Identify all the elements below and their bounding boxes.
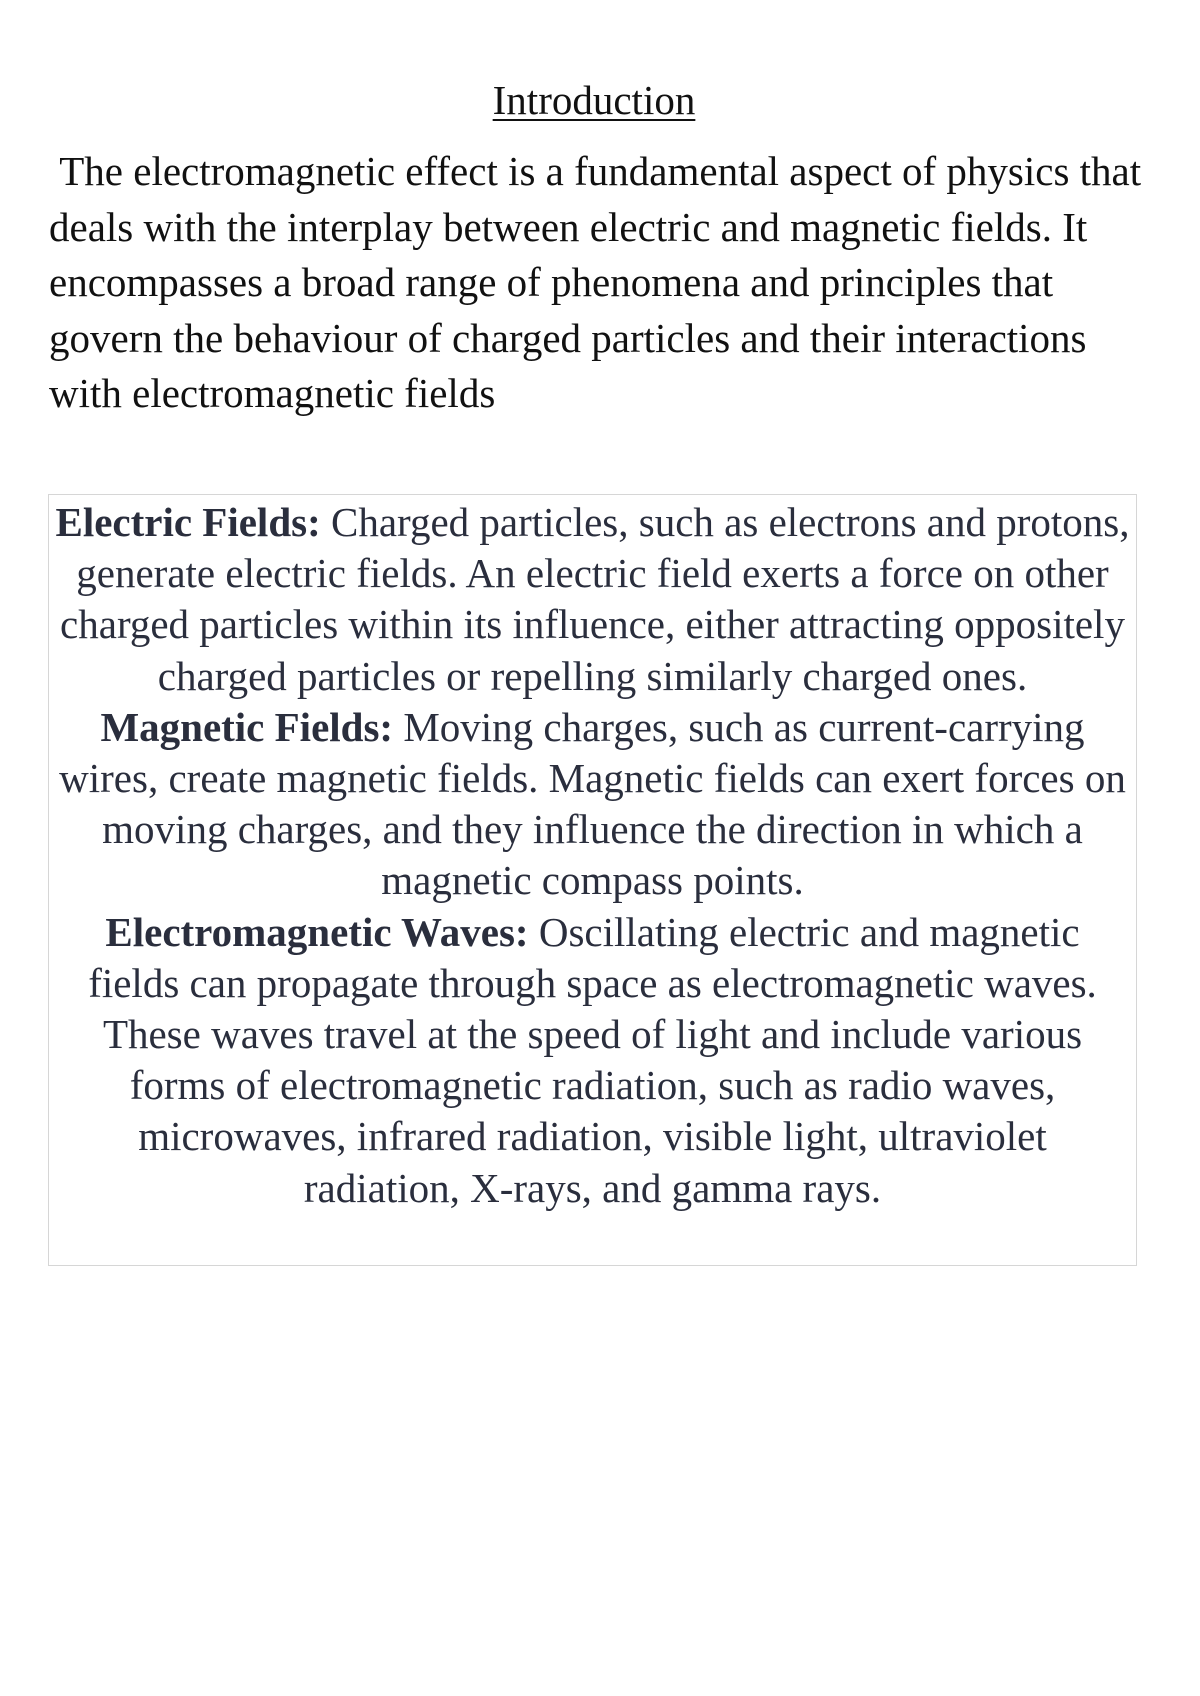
section-term: Magnetic Fields: xyxy=(100,703,394,750)
section-term: Electric Fields: xyxy=(55,499,321,545)
intro-text: The electromagnetic effect is a fundamental aspect of physics that deals with the interplay between electric and magnetic fields. It encompasses a broad range of phenomena and principles that govern the behaviour of charged particles and their interactions with electromagnetic fields xyxy=(49,148,1142,416)
section-electromagnetic-waves xyxy=(49,907,1136,1214)
section-text: Moving charges, such as current-carrying wires, create magnetic fields. Magnetic fields can exert forces on moving charges, and they influence the direction in which a magnetic compass points. xyxy=(59,703,1126,904)
page-title: Introduction xyxy=(492,77,696,123)
intro-paragraph xyxy=(49,144,1159,422)
section-term: Electromagnetic Waves: xyxy=(105,908,529,955)
section-magnetic-fields xyxy=(49,702,1136,907)
section-text: Oscillating electric and magnetic fields can propagate through space as electromagnetic waves. These waves travel at the speed of light and include various forms of electromagnetic radiation, such as radio waves, microwaves, infrared radiation, visible light, ultraviolet radiation, X-rays, and gamma rays. xyxy=(88,908,1097,1211)
section-text: Charged particles, such as electrons and protons, generate electric fields. An electric field exerts a force on other charged particles within its influence, either attracting oppositely charged particles or repelling similarly charged ones. xyxy=(60,499,1130,699)
concepts-box xyxy=(48,494,1137,1266)
section-electric-fields xyxy=(49,497,1136,702)
